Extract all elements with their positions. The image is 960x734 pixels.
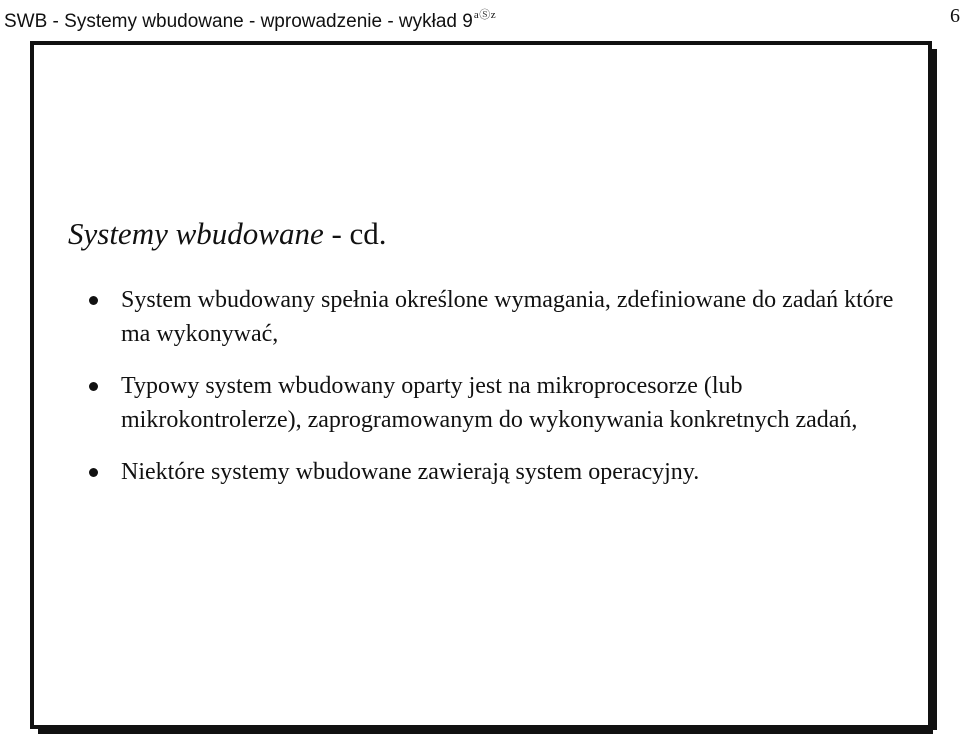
slide-heading (68, 215, 387, 253)
bullet-text: Niektóre systemy wbudowane zawierają system operacyjny. (121, 459, 700, 485)
page-number: 6 (950, 5, 960, 27)
bullet-item (84, 283, 904, 351)
bullet-list (84, 283, 904, 507)
bullet-dot-icon (89, 382, 98, 391)
slide-frame (30, 41, 932, 729)
bullet-text: Typowy system wbudowany oparty jest na mikroprocesorze (lub mikrokontrolerze), zaprogramowanym do wykonywania konkretnych zadań, (121, 373, 858, 433)
bullet-item (84, 369, 904, 437)
slide-heading-main: Systemy wbudowane (68, 216, 324, 251)
document-header (4, 2, 496, 35)
bullet-dot-icon (89, 296, 98, 305)
bullet-dot-icon (89, 468, 98, 477)
header-title-text: SWB - Systemy wbudowane - wprowadzenie - wykład 9 (4, 11, 473, 32)
bullet-item (84, 455, 904, 489)
header-superscript: aⓈz (473, 9, 497, 21)
bullet-text: System wbudowany spełnia określone wymagania, zdefiniowane do zadań które ma wykonywać, (121, 287, 894, 347)
slide-heading-suffix: - cd. (323, 216, 387, 251)
